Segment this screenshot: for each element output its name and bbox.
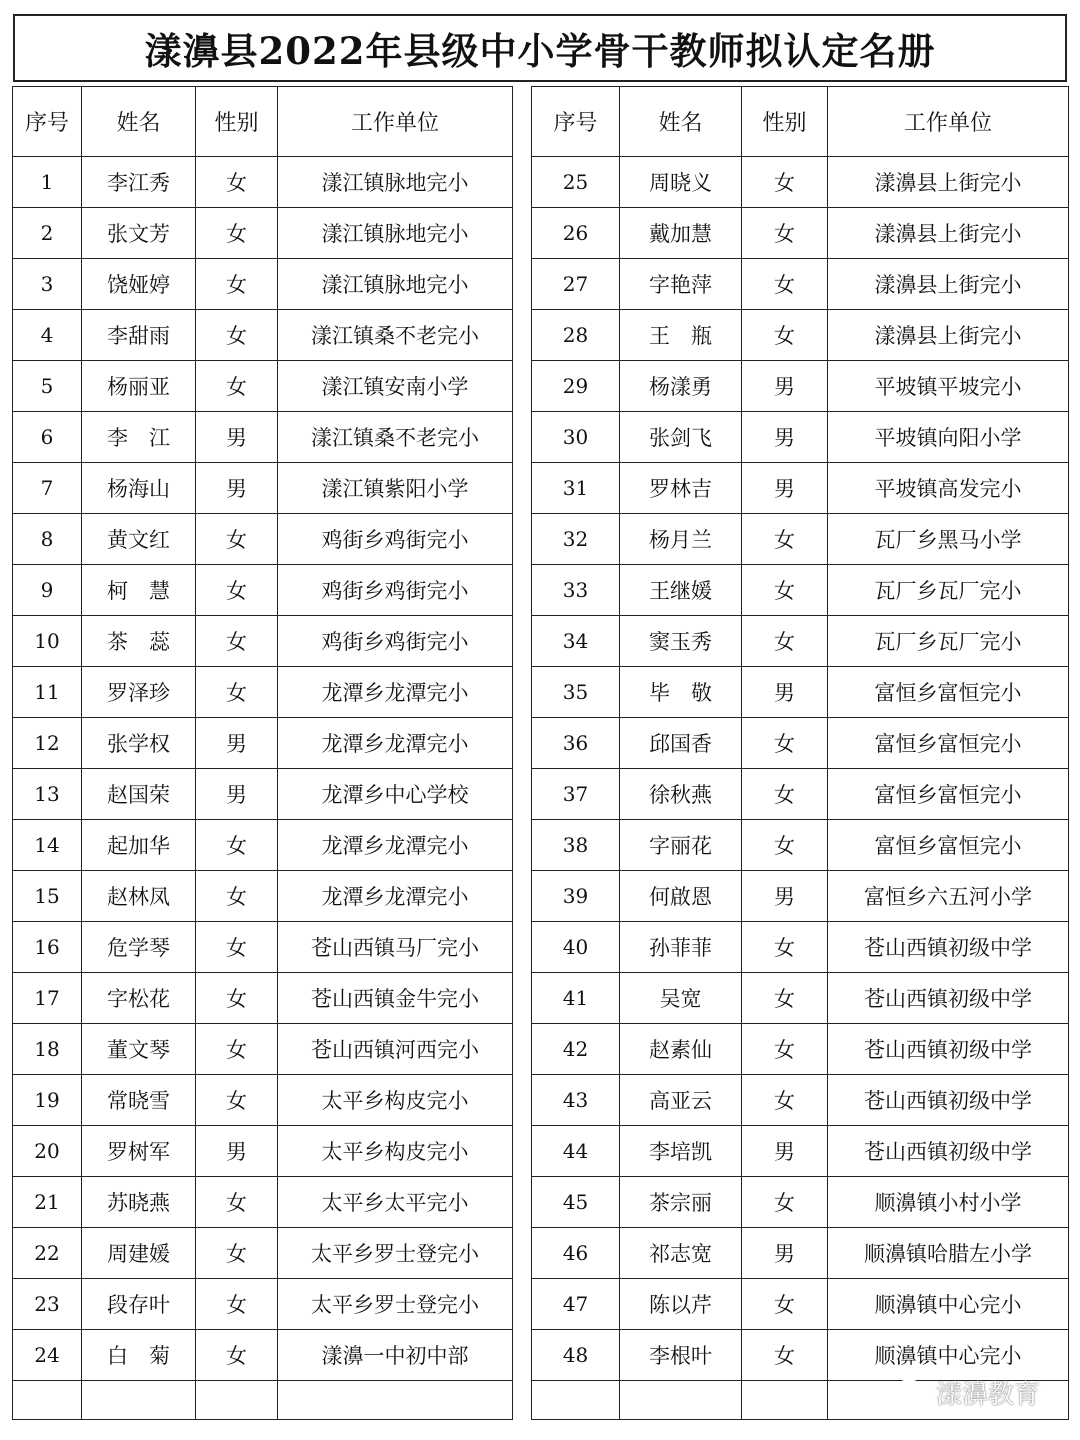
cell-name: 字丽花 — [620, 820, 742, 871]
table-row — [13, 565, 513, 616]
cell-name: 赵素仙 — [620, 1024, 742, 1075]
cell-index: 17 — [13, 973, 82, 1024]
header-gender: 性别 — [196, 87, 278, 157]
cell-workplace: 苍山西镇河西完小 — [278, 1024, 513, 1075]
table-row — [13, 1075, 513, 1126]
table-row — [532, 208, 1069, 259]
cell-gender: 女 — [742, 565, 828, 616]
cell-index: 18 — [13, 1024, 82, 1075]
header-row — [13, 87, 513, 157]
cell-name: 字艳萍 — [620, 259, 742, 310]
table-row — [532, 565, 1069, 616]
cell-workplace: 顺濞镇中心完小 — [828, 1330, 1069, 1381]
header-workplace: 工作单位 — [278, 87, 513, 157]
table-row — [13, 463, 513, 514]
table-row — [532, 310, 1069, 361]
cell-workplace: 富恒乡六五河小学 — [828, 871, 1069, 922]
cell-name: 茶 蕊 — [82, 616, 196, 667]
cell-gender: 女 — [196, 208, 278, 259]
cell-name: 陈以芹 — [620, 1279, 742, 1330]
table-row — [532, 973, 1069, 1024]
cell-index: 45 — [532, 1177, 620, 1228]
table-row — [13, 718, 513, 769]
cell-gender: 男 — [742, 412, 828, 463]
cell-gender: 女 — [196, 973, 278, 1024]
cell-gender: 女 — [742, 514, 828, 565]
cell-index: 5 — [13, 361, 82, 412]
cell-name: 王继媛 — [620, 565, 742, 616]
cell-gender: 男 — [742, 463, 828, 514]
cell-index: 39 — [532, 871, 620, 922]
cell-index: 43 — [532, 1075, 620, 1126]
watermark — [896, 1370, 1040, 1414]
cell-name: 吴宽 — [620, 973, 742, 1024]
cell-workplace: 顺濞镇哈腊左小学 — [828, 1228, 1069, 1279]
cell-name: 周晓义 — [620, 157, 742, 208]
cell-index: 28 — [532, 310, 620, 361]
cell-index: 34 — [532, 616, 620, 667]
table-row — [13, 1330, 513, 1381]
cell-gender: 男 — [742, 871, 828, 922]
cell-name: 罗林吉 — [620, 463, 742, 514]
cell-index: 32 — [532, 514, 620, 565]
cell-gender: 女 — [742, 616, 828, 667]
cell-gender: 男 — [196, 412, 278, 463]
table-row — [532, 259, 1069, 310]
cell-name: 杨海山 — [82, 463, 196, 514]
cell-gender: 女 — [742, 208, 828, 259]
table-row — [532, 1228, 1069, 1279]
cell-workplace: 龙潭乡龙潭完小 — [278, 667, 513, 718]
cell-name: 何啟恩 — [620, 871, 742, 922]
cell-gender: 女 — [742, 718, 828, 769]
cell-index: 42 — [532, 1024, 620, 1075]
cell-name: 字松花 — [82, 973, 196, 1024]
table-row — [13, 1177, 513, 1228]
cell-name: 毕 敬 — [620, 667, 742, 718]
table-row — [13, 616, 513, 667]
cell-name: 李江秀 — [82, 157, 196, 208]
cell-workplace: 漾江镇脉地完小 — [278, 157, 513, 208]
cell-name: 罗泽珍 — [82, 667, 196, 718]
cell-name: 赵国荣 — [82, 769, 196, 820]
cell-index: 22 — [13, 1228, 82, 1279]
cell-index: 25 — [532, 157, 620, 208]
cell-workplace: 鸡街乡鸡街完小 — [278, 616, 513, 667]
cell-gender: 女 — [742, 1279, 828, 1330]
cell-index: 13 — [13, 769, 82, 820]
cell-workplace: 苍山西镇金牛完小 — [278, 973, 513, 1024]
table-row — [532, 1126, 1069, 1177]
cell-workplace: 富恒乡富恒完小 — [828, 820, 1069, 871]
cell-gender: 女 — [196, 1330, 278, 1381]
table-row — [13, 208, 513, 259]
cell-gender: 女 — [196, 565, 278, 616]
cell-index: 37 — [532, 769, 620, 820]
table-row — [532, 718, 1069, 769]
cell-index: 46 — [532, 1228, 620, 1279]
cell-index: 27 — [532, 259, 620, 310]
cell-name: 高亚云 — [620, 1075, 742, 1126]
cell-name: 危学琴 — [82, 922, 196, 973]
cell-gender: 女 — [742, 157, 828, 208]
empty-cell — [196, 1381, 278, 1420]
header-index: 序号 — [13, 87, 82, 157]
cell-gender: 男 — [196, 463, 278, 514]
cell-workplace: 顺濞镇小村小学 — [828, 1177, 1069, 1228]
cell-index: 11 — [13, 667, 82, 718]
empty-row — [13, 1381, 513, 1420]
roster-table-left — [12, 86, 513, 1420]
cell-workplace: 平坡镇高发完小 — [828, 463, 1069, 514]
table-row — [13, 1279, 513, 1330]
cell-gender: 女 — [196, 310, 278, 361]
cell-name: 李根叶 — [620, 1330, 742, 1381]
cell-index: 48 — [532, 1330, 620, 1381]
cell-index: 23 — [13, 1279, 82, 1330]
cell-workplace: 漾濞县上街完小 — [828, 208, 1069, 259]
cell-gender: 女 — [742, 1177, 828, 1228]
cell-gender: 女 — [196, 1279, 278, 1330]
cell-gender: 女 — [196, 1024, 278, 1075]
cell-index: 31 — [532, 463, 620, 514]
table-row — [13, 1024, 513, 1075]
table-row — [13, 259, 513, 310]
cell-workplace: 苍山西镇初级中学 — [828, 1024, 1069, 1075]
cell-gender: 女 — [196, 361, 278, 412]
cell-workplace: 太平乡罗士登完小 — [278, 1279, 513, 1330]
cell-name: 王 瓶 — [620, 310, 742, 361]
cell-workplace: 龙潭乡中心学校 — [278, 769, 513, 820]
cell-workplace: 鸡街乡鸡街完小 — [278, 565, 513, 616]
cell-gender: 女 — [742, 973, 828, 1024]
empty-cell — [620, 1381, 742, 1420]
cell-gender: 男 — [742, 1126, 828, 1177]
cell-index: 14 — [13, 820, 82, 871]
cell-workplace: 瓦厂乡瓦厂完小 — [828, 565, 1069, 616]
cell-name: 窦玉秀 — [620, 616, 742, 667]
cell-workplace: 漾江镇脉地完小 — [278, 208, 513, 259]
table-row — [532, 1279, 1069, 1330]
table-row — [13, 412, 513, 463]
cell-gender: 女 — [196, 1075, 278, 1126]
cell-name: 李甜雨 — [82, 310, 196, 361]
cell-name: 黄文红 — [82, 514, 196, 565]
cell-gender: 女 — [196, 259, 278, 310]
table-row — [13, 769, 513, 820]
table-row — [13, 361, 513, 412]
table-row — [13, 667, 513, 718]
cell-workplace: 鸡街乡鸡街完小 — [278, 514, 513, 565]
table-row — [532, 616, 1069, 667]
table-row — [13, 973, 513, 1024]
cell-gender: 女 — [742, 310, 828, 361]
cell-index: 26 — [532, 208, 620, 259]
cell-gender: 女 — [742, 820, 828, 871]
cell-workplace: 苍山西镇初级中学 — [828, 973, 1069, 1024]
cell-gender: 男 — [196, 1126, 278, 1177]
cell-index: 12 — [13, 718, 82, 769]
cell-index: 2 — [13, 208, 82, 259]
cell-workplace: 平坡镇平坡完小 — [828, 361, 1069, 412]
cell-index: 30 — [532, 412, 620, 463]
cell-workplace: 漾江镇桑不老完小 — [278, 310, 513, 361]
cell-workplace: 漾濞县上街完小 — [828, 259, 1069, 310]
header-index: 序号 — [532, 87, 620, 157]
cell-index: 40 — [532, 922, 620, 973]
cell-workplace: 瓦厂乡黑马小学 — [828, 514, 1069, 565]
cell-name: 邱国香 — [620, 718, 742, 769]
table-row — [532, 157, 1069, 208]
cell-index: 10 — [13, 616, 82, 667]
table-row — [532, 1024, 1069, 1075]
cell-workplace: 漾江镇安南小学 — [278, 361, 513, 412]
cell-workplace: 漾濞县上街完小 — [828, 157, 1069, 208]
cell-workplace: 太平乡构皮完小 — [278, 1126, 513, 1177]
cell-gender: 女 — [196, 1228, 278, 1279]
cell-index: 6 — [13, 412, 82, 463]
cell-index: 38 — [532, 820, 620, 871]
table-row — [13, 922, 513, 973]
cell-name: 杨月兰 — [620, 514, 742, 565]
cell-name: 茶宗丽 — [620, 1177, 742, 1228]
cell-workplace: 瓦厂乡瓦厂完小 — [828, 616, 1069, 667]
cell-workplace: 龙潭乡龙潭完小 — [278, 718, 513, 769]
cell-index: 3 — [13, 259, 82, 310]
table-row — [532, 769, 1069, 820]
table-row — [532, 463, 1069, 514]
cell-name: 李培凯 — [620, 1126, 742, 1177]
table-row — [13, 157, 513, 208]
cell-gender: 男 — [196, 718, 278, 769]
cell-workplace: 龙潭乡龙潭完小 — [278, 820, 513, 871]
table-row — [13, 871, 513, 922]
cell-name: 起加华 — [82, 820, 196, 871]
cell-name: 段存叶 — [82, 1279, 196, 1330]
cell-index: 16 — [13, 922, 82, 973]
cell-workplace: 顺濞镇中心完小 — [828, 1279, 1069, 1330]
cell-index: 15 — [13, 871, 82, 922]
table-row — [532, 361, 1069, 412]
cell-workplace: 平坡镇向阳小学 — [828, 412, 1069, 463]
cell-gender: 男 — [742, 361, 828, 412]
table-row — [13, 1228, 513, 1279]
cell-workplace: 漾濞一中初中部 — [278, 1330, 513, 1381]
cell-name: 张学权 — [82, 718, 196, 769]
cell-workplace: 龙潭乡龙潭完小 — [278, 871, 513, 922]
empty-cell — [13, 1381, 82, 1420]
table-row — [13, 514, 513, 565]
table-row — [13, 310, 513, 361]
cell-workplace: 富恒乡富恒完小 — [828, 667, 1069, 718]
header-name: 姓名 — [82, 87, 196, 157]
empty-cell — [82, 1381, 196, 1420]
cell-name: 饶娅婷 — [82, 259, 196, 310]
cell-workplace: 漾江镇脉地完小 — [278, 259, 513, 310]
cell-gender: 女 — [196, 616, 278, 667]
table-row — [532, 412, 1069, 463]
cell-gender: 女 — [196, 667, 278, 718]
cell-gender: 女 — [196, 514, 278, 565]
cell-gender: 男 — [742, 667, 828, 718]
table-row — [532, 922, 1069, 973]
cell-name: 周建媛 — [82, 1228, 196, 1279]
cell-name: 苏晓燕 — [82, 1177, 196, 1228]
cell-gender: 女 — [196, 922, 278, 973]
cell-index: 21 — [13, 1177, 82, 1228]
cell-index: 19 — [13, 1075, 82, 1126]
table-row — [532, 514, 1069, 565]
cell-gender: 女 — [196, 157, 278, 208]
cell-index: 4 — [13, 310, 82, 361]
wechat-icon — [896, 1378, 930, 1406]
cell-index: 29 — [532, 361, 620, 412]
cell-index: 33 — [532, 565, 620, 616]
cell-name: 常晓雪 — [82, 1075, 196, 1126]
cell-index: 44 — [532, 1126, 620, 1177]
cell-gender: 男 — [742, 1228, 828, 1279]
cell-workplace: 漾濞县上街完小 — [828, 310, 1069, 361]
cell-gender: 女 — [742, 1330, 828, 1381]
cell-workplace: 漾江镇桑不老完小 — [278, 412, 513, 463]
cell-gender: 女 — [742, 259, 828, 310]
cell-workplace: 太平乡太平完小 — [278, 1177, 513, 1228]
cell-gender: 女 — [742, 1075, 828, 1126]
header-workplace: 工作单位 — [828, 87, 1069, 157]
cell-workplace: 苍山西镇马厂完小 — [278, 922, 513, 973]
cell-index: 24 — [13, 1330, 82, 1381]
cell-workplace: 太平乡罗士登完小 — [278, 1228, 513, 1279]
cell-gender: 男 — [196, 769, 278, 820]
cell-gender: 女 — [196, 820, 278, 871]
cell-name: 张剑飞 — [620, 412, 742, 463]
cell-name: 白 菊 — [82, 1330, 196, 1381]
cell-gender: 女 — [196, 1177, 278, 1228]
table-row — [532, 1177, 1069, 1228]
table-row — [532, 667, 1069, 718]
empty-cell — [278, 1381, 513, 1420]
cell-index: 41 — [532, 973, 620, 1024]
cell-name: 杨丽亚 — [82, 361, 196, 412]
cell-name: 祁志宽 — [620, 1228, 742, 1279]
cell-name: 罗树军 — [82, 1126, 196, 1177]
cell-gender: 女 — [196, 871, 278, 922]
document-title: 漾濞县2022年县级中小学骨干教师拟认定名册 — [13, 14, 1067, 82]
cell-index: 36 — [532, 718, 620, 769]
empty-cell — [742, 1381, 828, 1420]
cell-name: 孙菲菲 — [620, 922, 742, 973]
header-row — [532, 87, 1069, 157]
cell-index: 35 — [532, 667, 620, 718]
watermark-text: 漾濞教育 — [936, 1379, 1041, 1410]
header-name: 姓名 — [620, 87, 742, 157]
cell-workplace: 太平乡构皮完小 — [278, 1075, 513, 1126]
cell-name: 李 江 — [82, 412, 196, 463]
cell-index: 47 — [532, 1279, 620, 1330]
table-row — [532, 1075, 1069, 1126]
cell-workplace: 漾江镇紫阳小学 — [278, 463, 513, 514]
cell-name: 徐秋燕 — [620, 769, 742, 820]
roster-table-right — [531, 86, 1069, 1420]
cell-workplace: 富恒乡富恒完小 — [828, 718, 1069, 769]
table-row — [532, 820, 1069, 871]
cell-name: 柯 慧 — [82, 565, 196, 616]
cell-workplace: 苍山西镇初级中学 — [828, 1126, 1069, 1177]
cell-name: 董文琴 — [82, 1024, 196, 1075]
cell-workplace: 富恒乡富恒完小 — [828, 769, 1069, 820]
cell-name: 杨漾勇 — [620, 361, 742, 412]
table-row — [13, 1126, 513, 1177]
cell-gender: 女 — [742, 922, 828, 973]
table-row — [532, 871, 1069, 922]
empty-cell — [532, 1381, 620, 1420]
cell-index: 7 — [13, 463, 82, 514]
cell-index: 20 — [13, 1126, 82, 1177]
cell-index: 9 — [13, 565, 82, 616]
cell-gender: 女 — [742, 769, 828, 820]
cell-workplace: 苍山西镇初级中学 — [828, 922, 1069, 973]
cell-name: 张文芳 — [82, 208, 196, 259]
cell-gender: 女 — [742, 1024, 828, 1075]
cell-workplace: 苍山西镇初级中学 — [828, 1075, 1069, 1126]
cell-index: 8 — [13, 514, 82, 565]
header-gender: 性别 — [742, 87, 828, 157]
cell-index: 1 — [13, 157, 82, 208]
table-row — [13, 820, 513, 871]
cell-name: 赵林凤 — [82, 871, 196, 922]
cell-name: 戴加慧 — [620, 208, 742, 259]
